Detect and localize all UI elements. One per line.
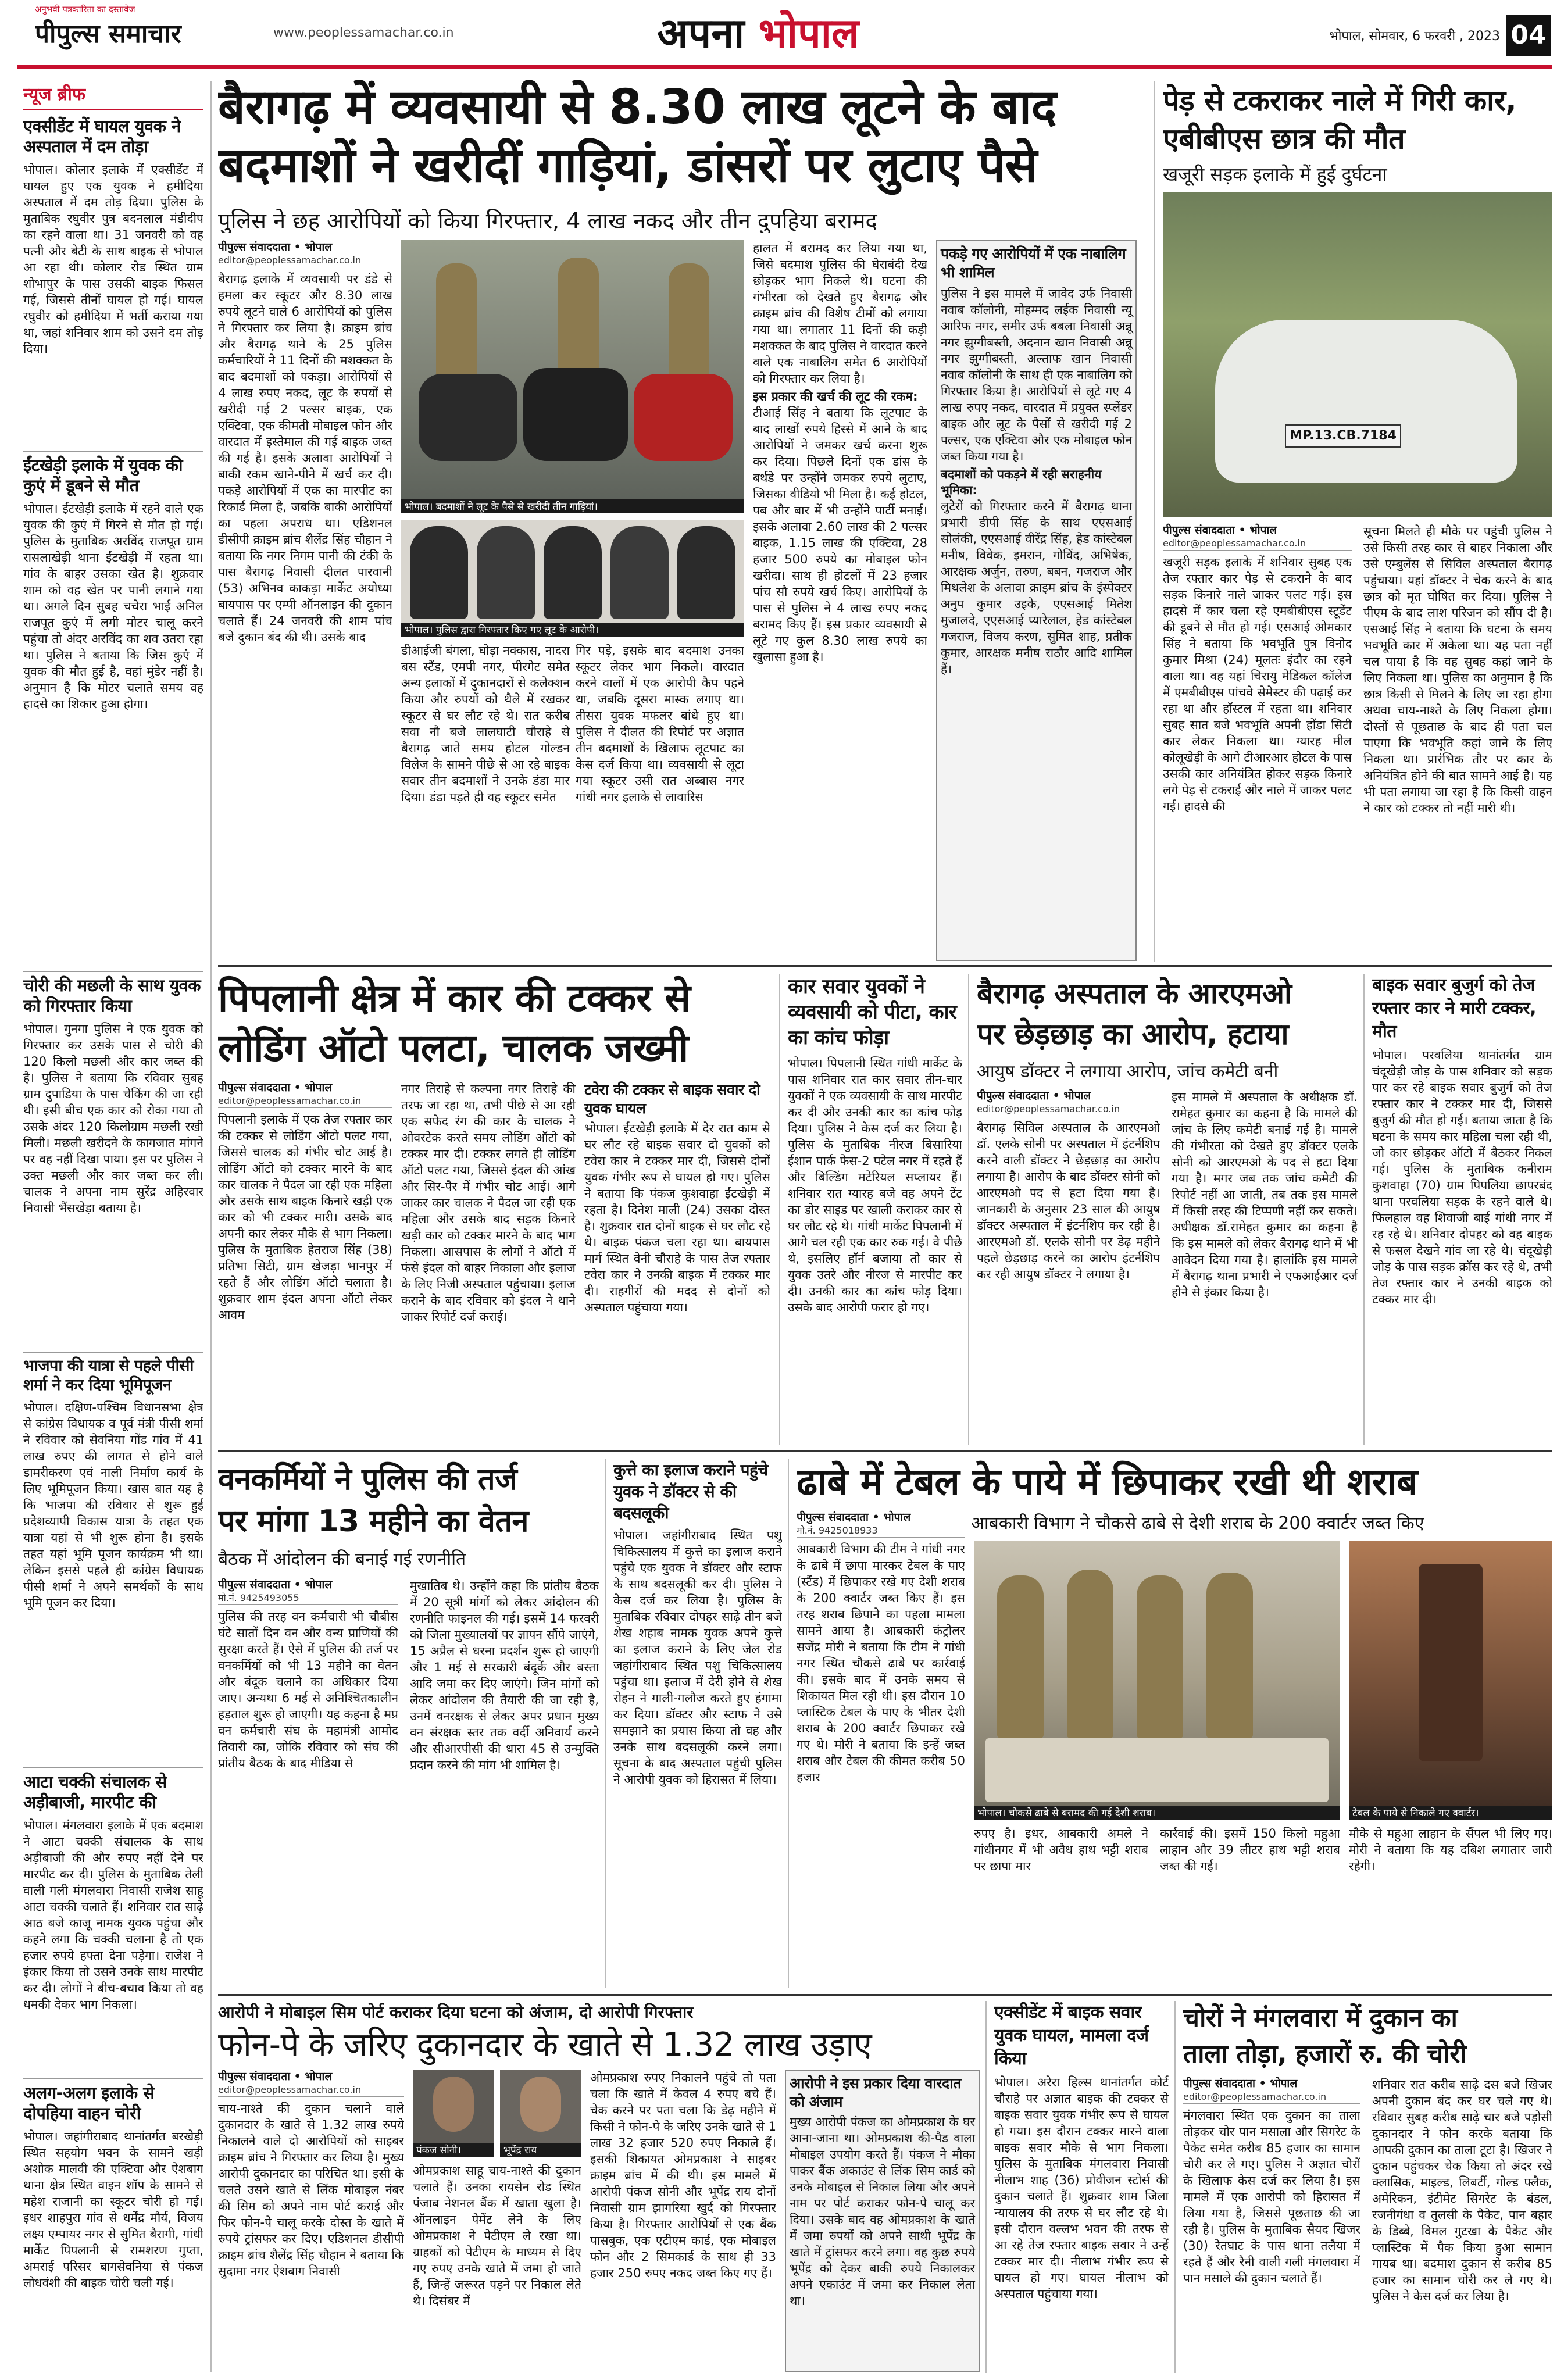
masked-accused [410,526,468,619]
liquor-byline: पीपुल्स संवाददाता • भोपाल [797,1511,911,1524]
police-officer [558,258,599,380]
beaten-story [788,974,962,1448]
lead-byline: पीपुल्स संवाददाता • भोपाल [218,241,333,253]
lead-box-title: पकड़े गए आरोपियों में एक नाबालिग भी शामिल [941,245,1126,281]
hospital-byline: पीपुल्स संवाददाता • भोपाल [977,1089,1091,1102]
beaten-headline: कार सवार युवकों ने व्यवसायी को पीटा, कार का कांच फोड़ा [788,975,957,1049]
section-title [657,3,913,62]
section-title-a: अपना [657,9,745,57]
police-officer [669,263,709,380]
lead-box-text: पुलिस ने इस मामले में जावेद उर्फ निवासी नवाब कॉलोनी, मोहम्मद लईक निवासी न्यू आरिफ नगर, समीर उर्फ बबला निवासी अन्नू नगर झुग्गीबस्ती, अदनान खान निवासी अन्नू नगर झुग्गीबस्ती, अल्ताफ खान निवासी नवाब कॉलोनी के साथ ही एक नाबालिग को गिरफ्तार किया है। आरोपियों से लूटे गए 4 लाख रुपए नकद, वारदात में प्रयुक्त स्प्लेंडर बाइक और लूट के पैसों से खरीदी गई 2 पल्सर, एक एक्टिवा और एक मोबाइल फोन जब्त किया गया है। [941,287,1132,463]
officer [1067,1570,1113,1738]
hospital-col-2-text: इस मामले में अस्पताल के अधीक्षक डॉ. रामेहत कुमार का कहना है कि मामले की जांच के लिए कमेटी बनाई गई है। मामले की गंभीरता को देखते हुए डॉक्टर एलके सोनी को आरएमओ के पद से हटा दिया गया है। मगर जब तक जांच कमेटी की रिपोर्ट नहीं आ जाती, तब तक इस मामले में किसी तरह की टिप्पणी नहीं कर सकते। अधीक्षक डॉ.रामेहत कुमार का कहना है कि इस मामले को लेकर बैरागढ़ थाने में भी आवेदन दिया गया है। हालांकि इस मामले में बैरागढ़ थाना प्रभारी ने एफआईआर दर्ज होने से इंकार किया है। [1172,1090,1358,1299]
tavera-title: टवेरा की टक्कर से बाइक सवार दो युवक घायल [584,1081,760,1117]
forest-headline-2: पर मांगा 13 महीने का वेतन [218,1504,528,1539]
brief-item-body: भोपाल। ईंटखेड़ी इलाके में रहने वाले एक युवक की कुएं में गिरने से मौत हो गई। पुलिस के मुताबिक अरविंद राजपूत ग्राम रासलाखेड़ी थाना ईंटखेड़ी में रहता था। गांव के बाहर उसका खेत है। शुक्रवार शाम को वह खेत पर पानी लगाने गया था। अगले दिन सुबह चचेरा भाई अनिल राजपूत कुएं में लगी मोटर चालू करने पहुंचा तो अंदर अरविंद का शव उतरा रहा था। पुलिस ने बताया कि जिस कुएं में युवक की मौत हुई है, वहां मुंडेर नहीं है। अनुमान है कि मोटर चलाते समय वह हादसे का शिकार हुआ होगा। [23,502,203,711]
dog-text: भोपाल। जहांगीराबाद स्थित पशु चिकित्सालय में कुत्ते का इलाज कराने पहुंचे एक युवक ने डॉक्टर और स्टाफ के साथ बदसलूकी कर दी। पुलिस ने केस दर्ज कर लिया है। पुलिस के मुताबिक रविवार दोपहर साढ़े तीन बजे शेख शहाब नामक युवक अपने कुत्ते का इलाज कराने के लिए जेल रोड जहांगीराबाद स्थित पशु चिकित्सालय पहुंचा था। इलाज में देरी होने से शेख रोहन ने गाली-गलौज करते हुए हंगामा कर दिया। डॉक्टर और स्टाफ ने उसे समझाने का प्रयास किया तो वह और उनके साथ बदसलूकी करने लगा। सूचना के बाद अस्पताल पहुंची पुलिस ने आरोपी युवक को हिरासत में लिया। [613,1528,782,1786]
lead-photo-vehicles [401,240,744,513]
lead-box-subhead: बदमाशों को पकड़ने में रही सराहनीय भूमिका: [941,467,1102,497]
liquor-deck: आबकारी विभाग ने चौकसे ढाबे से देशी शराब के 200 क्वार्टर जब्त किए [971,1513,1424,1534]
mbbs-col-2-text: सूचना मिलते ही मौके पर पहुंची पुलिस ने उसे किसी तरह कार से बाहर निकाला और उसे एम्बुलेंस से सिविल अस्पताल बैरागढ़ पहुंचाया। यहां डॉक्टर ने चेक करने के बाद छात्र को मृत घोषित कर दिया। पुलिस ने पीएम के बाद लाश परिजन को सौंप दी है। एसआई सिंह ने बताया कि घटना के समय भवभूति कार में अकेला था। यह पता नहीं चल पाया है कि वह सुबह कहां जाने के लिए निकला था। पुलिस का अनुमान है कि छात्र किसी से मिलने के लिए जा रहा होगा अथवा चाय-नाश्ते के लिए निकला होगा। दोस्तों से पूछताछ के बाद ही पता चल पाएगा कि भवभूति कहां जाने के लिए निकला था। प्रारंभिक तौर पर कार के अनियंत्रित होने की बात सामने आई है। यह भी पता लगाया जा रहा है कि किसी वाहन ने कार को टक्कर तो नहीं मारी थी। [1363,524,1552,815]
liquor-photo-officers-caption: भोपाल। चौकसे ढाबे से बरामद की गई देशी शराब। [974,1806,1340,1820]
piplani-story [218,974,773,1448]
lead-col-3 [576,642,744,962]
phonepe-story [218,2001,980,2373]
website-url: www.peoplessamachar.co.in [273,26,454,40]
brief-item-title: चोरी की मछली के साथ युवक को गिरफ्तार किया [23,975,201,1016]
forest-headline-1: वनकर्मियों ने पुलिस की तर्ज [218,1462,517,1497]
theft-headline-1: चोरों ने मंगलवारा में दुकान का [1183,2003,1458,2033]
theft-byline-name: पीपुल्स संवाददाता [1183,2077,1255,2090]
liquor-photo-table [1349,1541,1552,1820]
phonepe-byline-city: भोपाल [305,2070,333,2083]
lead-accused-box [936,240,1137,961]
phonepe-col-1 [218,2070,404,2372]
paper-logo: पीपुल्स समाचार [35,19,181,49]
lead-col-4-subhead: इस प्रकार की खर्च की लूट की रकम: [753,389,918,403]
section-rule [218,1450,1552,1452]
theft-headline-2: ताला तोड़ा, हजारों रु. की चोरी [1183,2039,1467,2069]
face [520,2077,561,2132]
liquor-col-2 [974,1825,1148,1990]
lead-col-4 [753,240,927,961]
page-number: 04 [1506,15,1551,56]
lead-divider [1154,81,1155,962]
phonepe-byline: पीपुल्स संवाददाता • भोपाल [218,2070,333,2083]
brief-item-body: भोपाल। मंगलवारा इलाके में एक बदमाश ने आटा चक्की संचालक के साथ अड़ीबाजी की और रुपए नहीं देने पर मारपीट कर दी। पुलिस के मुताबिक तेली वाली गली मंगलवारा निवासी राजेश साहू आटा चक्की चलाते हैं। शनिवार रात साढ़े आठ बजे काजू नामक युवक पहुंचा और कहने लगा कि चक्की चलाना है तो एक हजार रुपये हफ्ता देना पड़ेगा। राजेश ने इंकार किया तो उसने उनके साथ मारपीट कर दी। लोगों ने बीच-बचाव किया तो वह धमकी देकर भाग निकला। [23,1818,203,2011]
lead-col-3-text: गिर पड़े, इसके बाद बदमाश उनका स्कूटर लेकर भाग निकले। वारदात करने वालों में एक आरोपी कैप पहने था, जबकि दूसरा मास्क लगाए था। तीसरा युवक मफलर बांधे हुए था। पुलिस ने दीलत की रिपोर्ट पर अज्ञात तीन बदमाशों के खिलाफ लूटपाट का केस दर्ज किया था। व्यवसायी से लूटा गया स्कूटर उसी रात अब्बास नगर गांधी नगर इलाके से लावारिस [576,644,744,804]
forest-divider [605,1459,606,1988]
lead-headline-1: बैरागढ़ में व्यवसायी से 8.30 लाख लूटने के बाद [218,80,1056,135]
lead-photo-vehicles-caption: भोपाल। बदमाशों ने लूट के पैसे से खरीदी तीन गाड़ियां। [401,499,744,513]
mbbs-story [1163,81,1552,962]
crashed-car [1215,320,1517,483]
lead-deck: पुलिस ने छह आरोपियों को किया गिरफ्तार, 4 लाख नकद और तीन दुपहिया बरामद [218,208,877,233]
hospital-byline-city: भोपाल [1063,1089,1091,1102]
section-rule [218,965,1552,967]
piplani-headline-1: पिपलानी क्षेत्र में कार की टक्कर से [218,975,691,1020]
mbbs-col-1-text: खजूरी सड़क इलाके में शनिवार सुबह एक तेज रफ्तार कार पेड़ से टकराने के बाद सड़क किनारे नाले जाकर पलट गई। इस हादसे में कार चला रहे एमबीबीएस स्टूडेंट की डूबने से मौत हो गई। एसआई ओमकार सिंह ने बताया कि भवभूति पुत्र विनोद कुमार मिश्रा (24) मूलतः इंदौर का रहने वाला था। वह यहां चिरायु मेडिकल कॉलेज में एमबीबीएस पांचवे सेमेस्टर की पढ़ाई कर रहा था और हॉस्टल में रहता था। शनिवार सुबह सात बजे भवभूति अपनी होंडा सिटी कार लेकर निकला था। ग्यारह मील कोलूखेड़ी के आगे टीआरआर होटल के पास उसकी कार अनियंत्रित होकर सड़क किनारे लगे पेड़ से टकराई और नाले में जाकर पलट गई। हादसे की [1163,555,1352,813]
brief-item-body: भोपाल। गुनगा पुलिस ने एक युवक को गिरफ्तार कर उसके पास से चोरी की 120 किलो मछली और कार जब्त की है। पुलिस ने बताया कि रविवार सुबह ग्राम दुपाडिया के पास चेकिंग की जा रही थी। इसी बीच एक कार को रोका गया तो उसके अंदर 120 किलोग्राम मछली रखी मिली। मछली खरीदने के कागजात मांगने पर वह नहीं दिखा पाया। इस पर पुलिस ने उक्त मछली और कार जब्त कर ली। चालक ने अपना नाम सुरेंद्र अहिरवार निवासी भैंसखेड़ा बताया है। [23,1022,203,1215]
theft-email: editor@peoplessamachar.co.in [1183,2090,1360,2104]
theft-story [1183,2001,1552,2373]
piplani-byline-name: पीपुल्स संवाददाता [218,1081,290,1094]
brief-item-title: भाजपा की यात्रा से पहले पीसी शर्मा ने कर दिया भूमिपूजन [23,1357,194,1394]
accident-story [994,2001,1169,2373]
liquor-col-4 [1349,1825,1552,1990]
theft-col-1 [1183,2077,1360,2373]
dateline: भोपाल, सोमवार, 6 फरवरी , 2023 [1329,29,1500,44]
piplani-byline-city: भोपाल [305,1081,333,1094]
paper-tagline: अनुभवी पत्रकारिता का दस्तावेज [35,4,135,15]
brief-item [23,2078,203,2372]
hospital-story [977,974,1358,1448]
lead-col-2-text: डीआईजी बंगला, घोड़ा नक्कास, नादरा बस स्टैंड, एमपी नगर, पीरगेट समेत अन्य इलाकों में दुकानदारों से कलेक्शन किया और रुपयों को थैले में रखकर स्कूटर से घर लौट रहे थे। रात करीब सवा नौ बजे लालघाटी चौराहे से बैरागढ़ जाते समय होटल गोल्डन विलेज के सामने पीछे से आ रहे बाइक सवार तीन बदमाशों ने उनके डंडा मार दिया। डंडा पड़ते ही वह स्कूटर समेत [401,644,570,804]
piplani-col-1-text: पिपलानी इलाके में एक तेज रफ्तार कार की टक्कर से लोडिंग ऑटो पलट गया, जिससे चालक को गंभीर चोट आई है। लोडिंग ऑटो को टक्कर मारने के बाद कार चालक ने पैदल जा रही एक महिला और उसके साथ बाइक किनारे खड़ी एक कार को भी टक्कर मारी। उसके बाद अपनी कार लेकर मौके से भाग निकला। पुलिस के मुताबिक हेतराज सिंह (38) प्रतिभा सिटी, ग्राम खेजड़ा भानपुर में रहते हैं और लोडिंग ऑटो चलाता है। शुक्रवार शाम इंदल अपना ऑटो लेकर आवम [218,1113,392,1322]
phonepe-col-3 [590,2070,776,2372]
beaten-divider [968,974,969,1445]
accident-divider [1174,2001,1176,2373]
officer [1137,1575,1183,1738]
section-rule [218,1994,1552,1996]
liquor-byline-city: भोपाल [883,1511,911,1524]
liquor-byline-name: पीपुल्स संवाददाता [797,1511,869,1524]
accused-photo-2 [500,2070,581,2157]
mbbs-col-2 [1363,523,1552,962]
masked-accused [677,526,735,619]
accused-photo-1 [413,2070,494,2157]
liquor-headline: ढाबे में टेबल के पाये में छिपाकर रखी थी शराब [797,1461,1418,1504]
brief-item-body: भोपाल। दक्षिण-पश्चिम विधानसभा क्षेत्र से कांग्रेस विधायक व पूर्व मंत्री पीसी शर्मा ने रविवार को सेवनिया गोंड गांव में 41 लाख रुपए की लागत से होने वाले डामरीकरण एवं नाली निर्माण कार्य के लिए भूमिपूजन किया। खास बात यह है कि भाजपा की रविवार से शुरू हुई प्रदेशव्यापी विकास यात्रा के तहत एक यात्रा यहां से भी शुरू होना है। इसके तहत यहां भूमि पूजन कार्यक्रम भी था। लेकिन इससे पहले ही कांग्रेस विधायक पीसी शर्मा ने अपने समर्थकों के साथ भूमि पूजन कर दिया। [23,1400,203,1610]
hospital-deck: आयुष डॉक्टर ने लगाया आरोप, जांच कमेटी बनी [977,1062,1279,1082]
mbbs-byline-city: भोपाल [1249,524,1277,537]
phonepe-col-2-text: ओमप्रकाश साहू चाय-नाश्ते की दुकान चलाते हैं। उनका रायसेन रोड स्थित पंजाब नेशनल बैंक में खाता खुला है। ऑनलाइन पेमेंट लेने के लिए ओमप्रकाश ने पेटीएम ले रखा था। ग्राहकों को पेटीएम के माध्यम से दिए गए रुपए उनके खाते में जमा हो जाते हैं, जिन्हें जरूरत पड़ने पर निकाल लेते थे। दिसंबर में [413,2164,581,2308]
scooter-icon [634,374,733,461]
hospital-email: editor@peoplessamachar.co.in [977,1103,1160,1116]
phonepe-byline-name: पीपुल्स संवाददाता [218,2070,290,2083]
hospital-col-1 [977,1089,1160,1448]
mbbs-byline-name: पीपुल्स संवाददाता [1163,524,1235,537]
phonepe-email: editor@peoplessamachar.co.in [218,2084,404,2097]
officer [1206,1573,1253,1738]
brief-item-title: आटा चक्की संचालक से अड़ीबाजी, मारपीट की [23,1772,167,1812]
police-officer [436,263,477,380]
hospital-col-2 [1172,1089,1358,1448]
forest-col-1 [218,1578,398,1991]
mbbs-headline: पेड़ से टकराकर नाले में गिरी कार, एबीबीएस छात्र की मौत [1163,84,1517,156]
brief-item-body: भोपाल। जहांगीराबाद थानांतर्गत बरखेड़ी स्थित सहयोग भवन के सामने खड़ी अशोक मालवी की एक्टिवा और ऐशबाग थाना क्षेत्र स्थित वाइन शॉप के सामने से महेश राजानी का स्कूटर चोरी हो गई। इधर शाहपुरा गांव से धर्मेंद्र मौर्य, विजय लक्ष्य एम्पायर नगर से सुमित बैरागी, गांधी मार्केट पिपलानी से रामशरण गुप्ता, अमराई परिसर बागसेवनिया से पंकज लोधवंशी की बाइक चोरी चली गई। [23,2129,203,2290]
forest-col-2-text: मुखातिब थे। उन्होंने कहा कि प्रांतीय बैठक में 20 सूत्री मांगों को लेकर आंदोलन की रणनीति फाइनल की गई। इसमें 14 फरवरी को जिला मुख्यालयों पर ज्ञापन सौंपे जाएंगे, 15 अप्रैल से धरना प्रदर्शन शुरू हो जाएगी और 1 मई से सरकारी बंदूकें और बस्ता आदि जमा कर दिए जाएंगे। जिन मांगों को लेकर आंदोलन की तैयारी की जा रही है, उनमें वनरक्षक से लेकर अपर प्रधान मुख्य वन संरक्षक स्तर तक वर्दी अनिवार्य करने और सीआरपीसी की धारा 45 से उन्मुक्ति प्रदान करने की मांग भी शामिल है। [410,1579,599,1772]
theft-byline: पीपुल्स संवाददाता • भोपाल [1183,2077,1298,2090]
mbbs-col-1 [1163,523,1352,962]
forest-byline-name: पीपुल्स संवाददाता [218,1578,290,1591]
phonepe-box-title: आरोपी ने इस प्रकार दिया वारदात को अंजाम [790,2075,961,2110]
liquor-col-4-text: मौके से महुआ लाहान के सैंपल भी लिए गए। मोरी ने बताया कि यह दबिश लगातार जारी रहेगी। [1349,1827,1552,1873]
theft-col-2 [1372,2077,1552,2373]
hospital-headline-1: बैरागढ़ अस्पताल के आरएमओ [977,977,1292,1010]
phonepe-headline: फोन-पे के जरिए दुकानदार के खाते से 1.32 लाख उड़ाए [218,2026,872,2064]
accused-photo-2-caption: भूपेंद्र राय [500,2143,581,2157]
phonepe-kicker: आरोपी ने मोबाइल सिम पोर्ट कराकर दिया घटना को अंजाम, दो आरोपी गिरफ्तार [218,2003,694,2022]
phonepe-col-2 [413,2163,581,2372]
lead-byline-name: पीपुल्स संवाददाता [218,241,290,253]
brief-item-body: भोपाल। कोलार इलाके में एक्सीडेंट में घायल हुए एक युवक ने हमीदिया अस्पताल में दम तोड़ दिया। पुलिस के मुताबिक रघुवीर पुत्र बदनलाल मंडीदीप का रहने वाला था। 31 जनवरी को वह पत्नी और बेटी के साथ बाइक से भोपाल आ रहा थी। कोलार रोड स्थित ग्राम शोभापुर के पास उसकी बाइक फिसल गई, जिससे तीनों घायल हो गई। घायल रघुवीर को हमीदिया में भर्ती कराया गया था, जहां शनिवार शाम को उसने दम तोड़ दिया। [23,163,203,356]
lead-box-text-2: लुटेरों को गिरफ्तार करने में बैरागढ़ थाना प्रभारी डीपी सिंह के साथ एएसआई सोलंकी, एएसआई वीरेंद्र सिंह, हेड कांस्टेबल मनीष, विवेक, इमरान, गोविंद, अभिषेक, आरक्षक अर्जुन, तरुण, बबन, गजराज और मिथलेश के अलावा क्राइम ब्रांच के इंस्पेक्टर अनुप कुमार उइके, एएसआई मितेश मुजालदे, एएसआई प्यारेलाल, हेड कांस्टेबल गजराज, विजय करण, सुमित शाह, प्रतीक कुमार, आरक्षक मनीष राठौर आदि शामिल हैं। [941,499,1132,676]
brief-item [23,116,203,442]
brief-item [23,451,203,962]
lead-col-2 [401,642,570,962]
lead-story [218,78,1148,965]
piplani-col-2-text: नगर तिराहे से कल्पना नगर तिराहे की तरफ जा रहा था, तभी पीछे से आ रही एक सफेद रंग की कार के चालक ने ओवरटेक करते समय लोडिंग ऑटो को टक्कर मार दी। टक्कर लगते ही लोडिंग ऑटो पलट गया, जिससे इंदल की आंख और सिर-पैर में गंभीर चोट आई। आगे जाकर कार चालक ने पैदल जा रही एक महिला और उसके बाद सड़क किनारे खड़ी कार को टक्कर मारने के बाद भाग निकला। आसपास के लोगों ने ऑटो में फंसे इंदल को बाहर निकाला और इलाज के लिए निजी अस्पताल पहुंचाया। इलाज कराने के बाद रविवार को इंदल ने थाने जाकर रिपोर्ट दर्ज कराई। [401,1082,576,1324]
lead-col-1-text: बैरागढ़ इलाके में व्यवसायी पर डंडे से हमला कर स्कूटर और 8.30 लाख रुपये लूटने वाले 6 आरोपियों को पुलिस ने गिरफ्तार कर लिया है। क्राइम ब्रांच और बैरागढ़ थाने के 25 पुलिस कर्मचारियों ने 11 दिनों की मशक्कत के बाद बदमाशों को पकड़ा। आरोपियों से 4 लाख रुपए नकद, लूट के रुपयों से खरीदी गई 2 पल्सर बाइक, एक एक्टिवा, एक कीमती मोबाइल फोन और वारदात में इस्तेमाल की गई बाइक जब्त की गई है। इसके अलावा आरोपियों ने बाकी रकम खाने-पीने में खर्च कर दी। पकड़े आरोपियों में एक का मारपीट का रिकार्ड मिला है, जबकि बाकी आरोपियों का पहला अपराध था। एडिशनल डीसीपी क्राइम ब्रांच शैलेंद्र सिंह चौहान ने बताया कि नगर निगम पानी की टंकी के पास बैरागढ़ निवासी दीलत पारवानी (53) अभिनव काकड़ा मार्केट अयोध्या बायपास पर एम्पी ऑनलाइन की दुकान चलाते हैं। 24 जनवरी की शाम पांच बजे दुकान बंद की थी। उसके बाद [218,272,392,644]
hospital-col-1-text: बैरागढ़ सिविल अस्पताल के आरएमओ डॉ. एलके सोनी पर अस्पताल में इंटर्नशिप करने वाली डॉक्टर ने छेड़छाड़ का आरोप लगाया है। आरोप के बाद डॉक्टर सोनी को आरएमओ पद से हटा दिया गया है। जानकारी के अनुसार 23 साल की आयुष डॉक्टर अस्पताल में इंटर्नशिप कर रही है। आरएमओ डॉ. एलके सोनी पर डेढ़ महीने पहले छेड़छाड़ करने का आरोप इंटर्नशिप कर रही आयुष डॉक्टर ने लगाया है। [977,1121,1160,1281]
brief-column [23,81,203,2372]
mbbs-email: editor@peoplessamachar.co.in [1163,537,1352,551]
phonepe-modus-box [785,2070,980,2372]
liquor-photo-table-caption: टेबल के पाये से निकाले गए क्वार्टर। [1349,1806,1552,1820]
forest-deck: बैठक में आंदोलन की बनाई गई रणनीति [218,1549,466,1570]
brief-item-title: अलग-अलग इलाके से दोपहिया वाहन चोरी [23,2083,155,2123]
liquor-story [797,1459,1552,1991]
phonepe-col-3-text: ओमप्रकाश रुपए निकालने पहुंचे तो पता चला कि खाते में केवल 4 रुपए बचे हैं। चेक करने पर पता चला कि डेढ़ महीने में किसी ने फोन-पे के जरिए उनके खाते से 1 लाख 32 हजार 520 रुपए निकाले हैं। इसकी शिकायत ओमप्रकाश ने साइबर क्राइम ब्रांच में की थी। इस मामले में आरोपी पंकज सोनी और भूपेंद्र राय दोनों निवासी ग्राम झागरिया खुर्द को गिरफ्तार किया है। गिरफ्तार आरोपियों से एक बैंक पासबुक, एक एटीएम कार्ड, एक मोबाइल फोन और 2 सिमकार्ड के साथ ही 33 हजार 250 रुपए नकद जब्त किए गए हैं। [590,2071,776,2280]
elderly-headline: बाइक सवार बुजुर्ग को तेज रफ्तार कार ने मारी टक्कर, मौत [1372,975,1537,1042]
brief-label: न्यूज ब्रीफ [23,81,203,110]
piplani-col-2 [401,1081,576,1447]
brief-item-title: ईंटखेड़ी इलाके में युवक की कुएं में डूबने से मौत [23,455,183,495]
piplani-col-1 [218,1081,392,1447]
masked-accused [477,526,535,619]
piplani-headline-2: लोडिंग ऑटो पलटा, चालक जख्मी [218,1025,688,1070]
phonepe-divider [985,2001,987,2373]
tavera-text: भोपाल। ईंटखेड़ी इलाके में देर रात काम से घर लौट रहे बाइक सवार दो युवकों को टवेरा कार ने टक्कर मार दी, जिससे दोनों युवक गंभीर रूप से घायल हो गए। पुलिस ने बताया कि पंकज कुशवाहा ईंटखेड़ी में रहता है। दिनेश माली (24) उसका दोस्त है। शुक्रवार रात दोनों बाइक से घर लौट रहे थे। बाइक पंकज चला रहा था। बायपास मार्ग स्थित वेनी चौराहे के पास तेज रफ्तार टवेरा कार ने उनकी बाइक में टक्कर मार दी। राहगीरों की मदद से दोनों को अस्पताल पहुंचाया गया। [584,1121,770,1314]
lead-email: editor@peoplessamachar.co.in [218,254,392,267]
beaten-text: भोपाल। पिपलानी स्थित गांधी मार्केट के पास शनिवार रात कार सवार तीन-चार युवकों ने एक व्यवसायी के साथ मारपीट कर दी और उनकी कार का कांच फोड़ दिया। पुलिस ने केस दर्ज कर लिया है। पुलिस के मुताबिक नीरज बिसारिया ईशान पार्क फेस-2 पटेल नगर में रहते हैं और बिल्डिंग मटेरियल सप्लायर हैं। शनिवार रात ग्यारह बजे वह अपने टेंट का डोर साइड पर खाली कराकर कार से घर लौट रहे थे। गांधी मार्केट पिपलानी में आगे चल रही एक कार रुक गई। वे पीछे थे, इसलिए हॉर्न बजाया तो कार से युवक उतरे और नीरज से मारपीट कर दी। उनकी कार का कांच फोड़ दिया। उसके बाद आरोपी फरार हो गए। [788,1056,962,1314]
hospital-divider [1363,974,1365,1445]
lead-photo-accused-caption: भोपाल। पुलिस द्वारा गिरफ्तार किए गए लूट के आरोपी। [401,623,744,637]
lead-col-4-text: हालत में बरामद कर लिया गया था, जिसे बदमाश पुलिस की घेराबंदी देख छोड़कर भाग निकले थे। घटना की गंभीरता को देखते हुए बैरागढ़ और क्राइम ब्रांच की विशेष टीमों को लगाया गया था। लगातार 11 दिनों की कड़ी मशक्कत के बाद पुलिस ने वारदात करने वाले एक नाबालिग समेत 6 आरोपियों को गिरफ्तार कर लिया है। [753,241,927,385]
piplani-divider [779,974,780,1445]
brief-divider [210,81,212,2372]
motorbike-icon [523,368,628,461]
phonepe-col-1-text: चाय-नाश्ते की दुकान चलाने वाले दुकानदार के खाते से 1.32 लाख रुपये निकालने वाले दो आरोपियों को साइबर क्राइम ब्रांच ने गिरफ्तार कर लिया है। मुख्य आरोपी दुकानदार का परिचित था। इसी के चलते उसने खाते से लिंक मोबाइल नंबर की सिम को अपने नाम पोर्ट कराई और फिर फोन-पे चालू करके दोस्त के खाते में रुपये ट्रांसफर कर दिए। एडिशनल डीसीपी क्राइम ब्रांच शैलेंद्र सिंह चौहान ने बताया कि सुदामा नगर ऐशबाग निवासी [218,2102,404,2278]
hospital-byline-name: पीपुल्स संवाददाता [977,1089,1049,1102]
liquor-col-1 [797,1510,965,1990]
accident-text: भोपाल। अरेरा हिल्स थानांतर्गत कोर्ट चौराहे पर अज्ञात बाइक की टक्कर से बाइक सवार युवक गंभीर रूप से घायल हो गया। इस दौरान टक्कर मारने वाला बाइक सवार मौके से भाग निकला। पुलिस के मुताबिक मंगलवारा निवासी नीलाभ शाह (36) प्रोवीजन स्टोर्स की दुकान चलाते हैं। शुक्रवार शाम जिला न्यायालय की तरफ से घर लौट रहे थे। इसी दौरान वल्लभ भवन की तरफ से आ रहे तेज रफ्तार बाइक सवार ने उन्हें टक्कर मार दी। नीलाभ गंभीर रूप से घायल हो गए। घायल नीलाभ को अस्पताल पहुंचाया गया। [994,2075,1169,2301]
forest-mobile: मो.नं. 9425493055 [218,1592,398,1605]
liquor-col-3-text: कार्रवाई की। इसमें 150 किलो महुआ लाहान और 39 लीटर हाथ भट्टी शराब जब्त की गई। [1160,1827,1340,1873]
brief-item [23,1767,203,2070]
lead-col-1 [218,240,392,961]
forest-col-2 [410,1578,599,1991]
elderly-text: भोपाल। परवलिया थानांतर्गत ग्राम चंदूखेड़ी जोड़ के पास शनिवार को सड़क पार कर रहे बाइक सवार बुजुर्ग को तेज रफ्तार कार ने टक्कर मार दी, जिससे बुजुर्ग की मौत हो गई। बताया जाता है कि घटना के समय कार महिला चला रही थी, जो कार छोड़कर ऑटो में बैठकर निकल गई। पुलिस के मुताबिक कनीराम कुशवाहा (70) ग्राम पिपलिया छापरबंद थाना परवलिया सड़क के रहने वाले थे। फिलहाल वह शिवाजी बाई गांधी नगर में रह रहे थे। शनिवार दोपहर को वह बाइक से फसल देखने गांव जा रहे थे। चंदूखेड़ी जोड़ के पास सड़क क्रॉस कर रहे थे, तभी तेज रफ्तार कार ने उनकी बाइक को टक्कर मार दी। [1372,1048,1552,1306]
accident-headline: एक्सीडेंट में बाइक सवार युवक घायल, मामला दर्ज किया [994,2002,1149,2069]
piplani-byline: पीपुल्स संवाददाता • भोपाल [218,1081,333,1094]
mbbs-byline: पीपुल्स संवाददाता • भोपाल [1163,524,1277,537]
seized-bottles [985,1738,1329,1802]
motorbike-icon [419,374,517,461]
masthead-rule [17,65,1552,69]
tavera-brief [584,1081,770,1447]
mbbs-deck: खजूरी सड़क इलाके में हुई दुर्घटना [1163,163,1387,185]
lead-col-4b-text: टीआई सिंह ने बताया कि लूटपाट के बाद लाखों रुपये हिस्से में आने के बाद आरोपियों ने जमकर खर्च करना शुरू कर दिया। पिछले दिनों एक डांस के बर्थडे पर उन्होंने जमकर रुपये लुटाए, जिसका वीडियो भी मिला है। कई होटल, पब और बार में भी उन्होंने पार्टी मनाई। इसके अलावा 2.60 लाख की 2 पल्सर बाइक, 1.15 लाख की एक्टिवा, 28 हजार 500 रुपये का मोबाइल फोन खरीदा। साथ ही होटलों में 23 हजार पांच सौ रुपये खर्च किए। आरोपियों के पास से पुलिस ने 4 लाख रुपए नकद बरामद किए हैं। इस प्रकार व्यवसायी से लूटे गए कुल 8.30 लाख रुपये का खुलासा हुआ है। [753,406,927,664]
lead-headline-2: बदमाशों ने खरीदीं गाड़ियां, डांसरों पर लुटाए पैसे [218,138,1037,193]
dog-story [613,1459,782,1991]
theft-col-1-text: मंगलवारा स्थित एक दुकान का ताला तोड़कर चोर पान मसाला और सिगरेट के पैकेट समेत करीब 85 हजार का सामान चोरी कर ले गए। पुलिस ने अज्ञात चोरों के खिलाफ केस दर्ज कर लिया है। इस मामले में एक आरोपी को हिरासत में लिया गया है, जिससे पूछताछ की जा रही है। पुलिस के मुताबिक सैयद खिजर (30) रेतघाट के पास थाना तलैया में रहते हैं और रैनी वाली गली मंगलवारा में पान मसाले की दुकान चलाते हैं। [1183,2109,1360,2285]
liquor-mobile: मो.नं. 9425018933 [797,1524,965,1538]
masthead [0,0,1557,76]
liquor-col-3 [1160,1825,1340,1990]
number-plate: MP.13.CB.7184 [1285,424,1401,448]
officer [997,1575,1044,1738]
liquor-col-1-text: आबकारी विभाग की टीम ने गांधी नगर के ढाबे में छापा मारकर टेबल के पाए (स्टैंड) में छिपाकर रखे गए देशी शराब के 200 क्वार्टर जब्त किए हैं। इस तरह शराब छिपाने का पहला मामला सामने आया है। आबकारी कंट्रोलर सजेंद्र मोरी ने बताया कि टीम ने गांधी नगर स्थित चौकसे ढाबे पर कार्रवाई की। इसके बाद में उनके समय से शिकायत मिल रही थी। इस दौरान 10 प्लास्टिक टेबल के पाए के भीतर देशी शराब के 200 क्वार्टर छिपाकर रखे गए थे। मोरी ने बताया कि इन्हें जब्त शराब और टेबल की कीमत करीब 50 हजार [797,1542,965,1784]
hospital-headline-2: पर छेड़छाड़ का आरोप, हटाया [977,1017,1288,1051]
dog-divider [788,1459,789,1988]
liquor-photo-officers [974,1541,1340,1820]
brief-item-title: एक्सीडेंट में घायल युवक ने अस्पताल में दम तोड़ा [23,116,181,156]
liquor-col-2-text: रुपए है। इधर, आबकारी अमले ने गांधीनगर में भी अवैध हाथ भट्टी शराब पर छापा मार [974,1827,1148,1873]
masked-accused [610,526,669,619]
elderly-story [1372,974,1552,1448]
lead-byline-city: भोपाल [305,241,333,253]
phonepe-box-text: मुख्य आरोपी पंकज का ओमप्रकाश के घर आना-जाना था। ओमप्रकाश की-पैड वाला मोबाइल उपयोग करते हैं। पंकज ने मौका पाकर बैंक अकाउंट से लिंक सिम कार्ड को उनके मोबाइल से निकाल लिया और अपने नाम पर पोर्ट कराकर फोन-पे चालू कर दिया। उसके बाद वह ओमप्रकाश के खाते में जमा रुपयों को अपने साथी भूपेंद्र के खाते में ट्रांसफर करने लगा। वह कुछ रुपये भूपेंद्र को देकर बाकी रुपये निकालकर अपने एकाउंट में जमा कर निकाल लेता था। [790,2115,975,2308]
forest-byline-city: भोपाल [305,1578,333,1591]
accused-photo-1-caption: पंकज सोनी। [413,2143,494,2157]
masked-accused [544,526,602,619]
theft-col-2-text: शनिवार रात करीब साढ़े दस बजे खिजर अपनी दुकान बंद कर घर चले गए थे। रविवार सुबह करीब साढ़े चार बजे पड़ोसी दुकानदार ने फोन करके बताया कि आपकी दुकान का ताला टूटा है। खिजर ने दुकान पहुंचकर चेक किया तो अंदर रखे क्लासिक, माइल्ड, लिबर्टी, गोल्ड फ्लैक, अमेरिकन, इंटीमेट सिगरेट के बंडल, रजनीगंधा व तुलसी के पैकेट, पान बहार के डिब्बे, विमल गुटखा के पैकेट और प्लास्टिक में पैक किया हुआ सामान गायब था। बदमाश दुकान से करीब 85 हजार का सामान चोरी कर ले गए थे। पुलिस ने केस दर्ज कर लिया है। [1372,2078,1552,2303]
face [433,2077,474,2132]
dog-headline: कुत्ते का इलाज कराने पहुंचे युवक ने डॉक्टर से की बदसलूकी [613,1460,768,1523]
theft-byline-city: भोपाल [1270,2077,1298,2090]
lead-photo-accused [401,520,744,637]
piplani-email: editor@peoplessamachar.co.in [218,1095,392,1108]
forest-story [218,1459,599,1991]
table-leg [1419,1564,1483,1761]
brief-item [23,1352,203,1759]
section-title-b: भोपाल [758,9,859,57]
mbbs-photo [1163,192,1552,517]
forest-byline: पीपुल्स संवाददाता • भोपाल [218,1578,333,1591]
forest-col-1-text: पुलिस की तरह वन कर्मचारी भी चौबीस घंटे सातों दिन वन और वन्य प्राणियों की सुरक्षा करते हैं। ऐसे में पुलिस की तर्ज पर वनकर्मियों को भी 13 महीने का वेतन और बंदूक चलाने का अधिकार दिया जाए। अन्यथा 6 मई से अनिश्चितकालीन हड़ताल शुरू हो जाएगी। यह कहना है मप्र वन कर्मचारी संघ के महामंत्री आमोद तिवारी का, जोकि रविवार को संघ की प्रांतीय बैठक के बाद मीडिया से [218,1610,398,1770]
brief-item [23,971,203,1343]
